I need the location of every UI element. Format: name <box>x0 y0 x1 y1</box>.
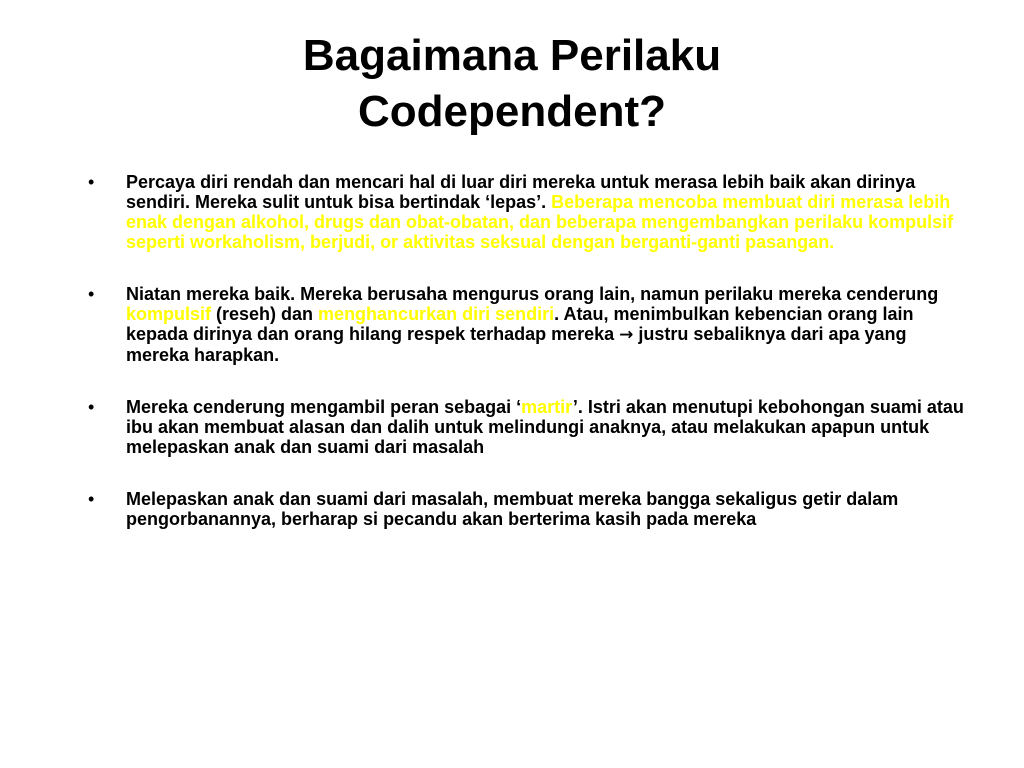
bullet-2-text-b: (reseh) dan <box>211 304 319 324</box>
bullet-2-text-d: justru sebaliknya dari apa yang mereka harapkan. <box>126 324 907 365</box>
bullet-item-2 <box>88 284 968 365</box>
bullet-item-4 <box>88 489 968 529</box>
bullet-2-highlight-kompulsif: kompulsif <box>126 304 212 324</box>
bullet-1-highlight: Beberapa mencoba membuat diri merasa lebih enak dengan alkohol, drugs dan obat-obatan, dan beberapa mengembangkan perilaku kompulsif seperti workaholism, berjudi, or aktivitas seksual dengan berganti-ganti pasangan. <box>126 192 954 252</box>
bullet-3-text-b: ’. Istri akan menutupi kebohongan suami atau ibu akan membuat alasan dan dalih untuk melindungi anaknya, atau melakukan apapun untuk melepaskan anak dan suami dari masalah <box>126 397 964 457</box>
slide-title-line-2: Codependent? <box>358 87 666 136</box>
slide-title <box>120 28 904 140</box>
bullet-list <box>88 172 968 561</box>
slide-title-line-1: Bagaimana Perilaku <box>302 31 722 80</box>
bullet-2-highlight-menghancurkan: menghancurkan diri sendiri <box>318 304 555 324</box>
arrow-right-icon: → <box>619 325 634 345</box>
bullet-marker: • <box>88 489 95 509</box>
bullet-4-text: Melepaskan anak dan suami dari masalah, membuat mereka bangga sekaligus getir dalam pengorbanannya, berharap si pecandu akan berterima kasih pada mereka <box>126 489 899 529</box>
bullet-2-text-c: . Atau, menimbulkan kebencian orang lain kepada dirinya dan orang hilang respek terhadap mereka <box>126 304 914 344</box>
bullet-item-1 <box>88 172 968 252</box>
bullet-marker: • <box>88 284 95 304</box>
bullet-3-text-a: Mereka cenderung mengambil peran sebagai ‘ <box>126 397 522 417</box>
bullet-1-text: Percaya diri rendah dan mencari hal di luar diri mereka untuk merasa lebih baik akan dirinya sendiri. Mereka sulit untuk bisa bertindak ‘lepas’. <box>126 172 916 212</box>
bullet-item-3 <box>88 397 968 457</box>
bullet-2-text-a: Niatan mereka baik. Mereka berusaha mengurus orang lain, namun perilaku mereka cenderung <box>126 284 939 304</box>
bullet-marker: • <box>88 397 95 417</box>
bullet-marker: • <box>88 172 95 192</box>
bullet-3-highlight-martir: martir <box>521 397 573 417</box>
